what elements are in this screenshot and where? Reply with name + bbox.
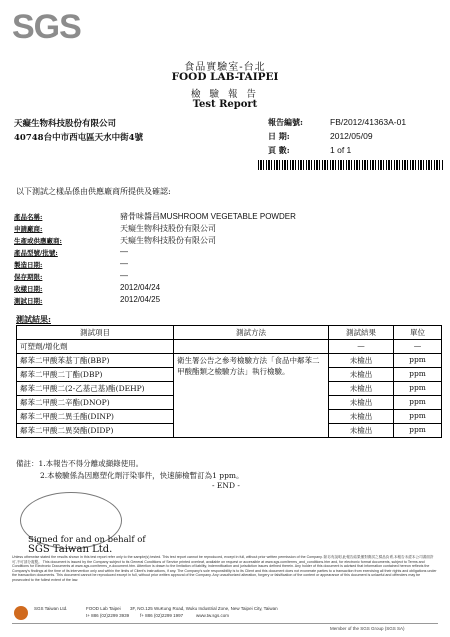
report-date-row	[268, 131, 443, 142]
field-value: 2012/04/24	[120, 283, 161, 292]
test-unit: ppm	[394, 368, 442, 382]
field-label: 測試日期:	[14, 297, 43, 305]
report-number: FB/2012/41363A-01	[330, 117, 407, 127]
results-title: 測試結果:	[16, 314, 51, 324]
field-label: 製造日期:	[14, 261, 43, 269]
test-unit: ppm	[394, 410, 442, 424]
page-count-label: 頁 數:	[268, 145, 290, 155]
field-label: 申請廠商:	[14, 225, 43, 233]
disclaimer-text: Unless otherwise stated the results shown in this test report refer only to the sample(s) tested. This test report cannot be reproduced, except in full, without prior written permission of the Company. 除另有說明,此報告結果僅對測試之樣品負責,本報告未經本公司書面許可,不可部分複製。 This document is issued by the Company subject to its General Conditions of Service printed overleaf, available on request or accessible at www.sgs.com/terms_and_conditions.htm and, for electronic format documents, subject to Terms and Conditions for Electronic Documents at www.sgs.com/terms_e-document.htm. Attention is drawn to the limitation of liability, indemnification and jurisdiction issues defined therein. Any holder of this document is advised that information contained hereon reflects the Company's findings at the time of its intervention only and within the limits of Client's instructions, if any. The Company's sole responsibility is to its Client and this document does not exonerate parties to a transaction from exercising all their rights and obligations under the transaction documents. This document cannot be reproduced except in full, without prior written approval of the Company. Any unauthorized alteration, forgery or falsification of the content or appearance of this document is unlawful and offenders may be prosecuted to the fullest extent of the law.	[12, 555, 437, 582]
field-label: 產品型號/批號:	[14, 249, 58, 257]
test-result: 未檢出	[329, 396, 394, 410]
note-2: 2.本檢驗係為因應塑化劑汙染事件，快速篩檢暫訂為1 ppm。	[40, 471, 244, 480]
footer-fax: f+ 886 (02)2299 1997	[140, 613, 184, 618]
col-header-result: 測試結果	[329, 326, 394, 340]
test-result: 未檢出	[329, 382, 394, 396]
test-result: 未檢出	[329, 354, 394, 368]
test-unit: ppm	[394, 382, 442, 396]
lab-title-en: FOOD LAB-TAIPEI	[171, 71, 279, 83]
test-method: 衛生署公告之參考檢驗方法「食品中鄰苯二甲酸酯類之檢驗方法」執行檢驗。	[174, 354, 329, 438]
sgs-footer-logo	[14, 606, 28, 620]
page-count: 1 of 1	[330, 145, 352, 155]
field-label: 產品名稱:	[14, 213, 43, 221]
col-header-unit: 單位	[394, 326, 442, 340]
field-label: 收樣日期:	[14, 285, 43, 293]
field-value: 天癡生物科技股份有限公司	[120, 224, 216, 233]
report-date-label: 日 期:	[268, 131, 290, 141]
report-title-cn: 檢 驗 報 告	[190, 89, 260, 100]
field-value: —	[120, 259, 128, 268]
field-value: 豬骨味醬昌MUSHROOM VEGETABLE POWDER	[120, 212, 296, 221]
sgs-logo: SGS	[12, 8, 81, 46]
footer-divider	[12, 623, 438, 624]
results-table	[16, 325, 442, 438]
end-marker: - END -	[212, 481, 240, 490]
table-row	[17, 354, 442, 368]
note-1: 備註：1.本報告不得分離或擷錄使用。	[16, 459, 144, 468]
test-method	[174, 340, 329, 354]
footer-web: www.tw.sgs.com	[196, 613, 230, 618]
field-value: 天癡生物科技股份有限公司	[120, 236, 216, 245]
barcode	[258, 160, 443, 170]
test-item: 鄰苯二甲酸二異癸酯(DIDP)	[17, 424, 174, 438]
test-item: 鄰苯二甲酸二(2-乙基己基)酯(DEHP)	[17, 382, 174, 396]
field-label: 保存期限:	[14, 273, 43, 281]
client-name: 天癡生物科技股份有限公司	[14, 119, 117, 129]
signature-line-1: Signed for and on behalf of	[28, 535, 146, 545]
test-unit: ppm	[394, 354, 442, 368]
test-item: 鄰苯二甲酸苯基丁酯(BBP)	[17, 354, 174, 368]
test-result: —	[329, 340, 394, 354]
intro-text: 以下測試之樣品係由供應廠商所提供及確認:	[16, 187, 171, 196]
field-value: 2012/04/25	[120, 295, 161, 304]
test-item: 鄰苯二甲酸二丁酯(DBP)	[17, 368, 174, 382]
page-count-row	[268, 145, 443, 156]
field-value: —	[120, 271, 128, 280]
test-result: 未檢出	[329, 424, 394, 438]
report-number-label: 報告編號:	[268, 117, 303, 127]
footer-phone: t+ 886 (02)2299 3939	[86, 613, 130, 618]
test-item: 鄰苯二甲酸二辛酯(DNOP)	[17, 396, 174, 410]
lab-title-cn: 食品實驗室-台北	[184, 62, 266, 73]
footer-company: SGS Taiwan Ltd.	[34, 606, 68, 611]
footer-lab: FOOD Lab Taipei	[86, 606, 121, 611]
test-unit: ppm	[394, 424, 442, 438]
test-item: 可塑劑/增化劑	[17, 340, 174, 354]
test-unit: —	[394, 340, 442, 354]
footer-member: Member of the SGS Group (SGS SA)	[330, 626, 405, 631]
test-unit: ppm	[394, 396, 442, 410]
field-value: —	[120, 247, 128, 256]
table-header-row	[17, 326, 442, 340]
client-address: 40748台中市西屯區天水中街4號	[14, 133, 143, 143]
col-header-item: 測試項目	[17, 326, 174, 340]
footer-address: 3F, NO.125 WuKung Road, Wuku Industrial Zone, New Taipei City, Taiwan	[130, 606, 278, 611]
report-title-en: Test Report	[192, 99, 258, 110]
signature-line-2: SGS Taiwan Ltd.	[28, 544, 113, 555]
report-date: 2012/05/09	[330, 131, 373, 141]
test-result: 未檢出	[329, 368, 394, 382]
field-label: 生產或供應廠商:	[14, 237, 62, 245]
test-item: 鄰苯二甲酸二異壬酯(DINP)	[17, 410, 174, 424]
test-result: 未檢出	[329, 410, 394, 424]
col-header-method: 測試方法	[174, 326, 329, 340]
table-row	[17, 340, 442, 354]
report-number-row	[268, 117, 443, 128]
